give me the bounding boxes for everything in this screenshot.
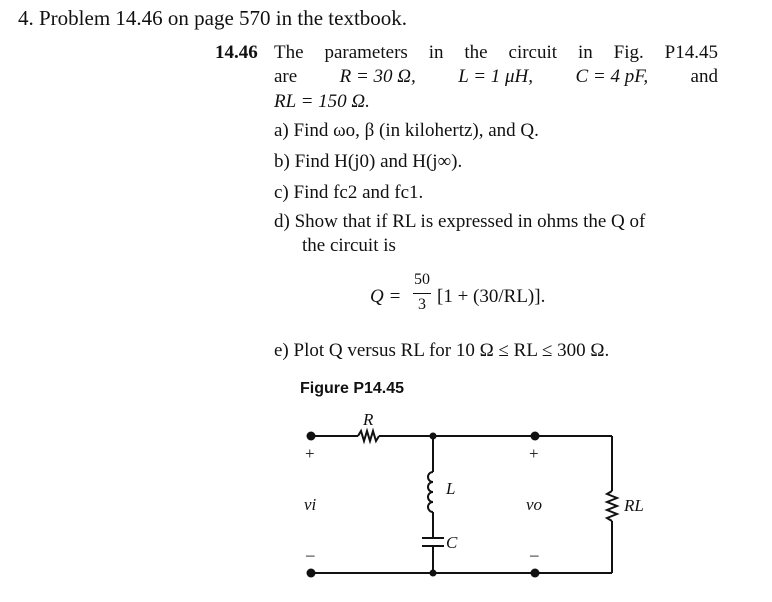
param-c: C = 4 pF, (575, 66, 649, 87)
formula-denominator: 3 (418, 296, 426, 313)
label-l: L (446, 479, 456, 498)
intro-word: the (464, 42, 488, 63)
terminal-vo-top (531, 432, 540, 441)
label-rl: RL (624, 496, 644, 515)
terminal-vo-bottom (531, 569, 540, 578)
formula-bracket: [1 + (30/RL)]. (437, 286, 546, 307)
part-e: e) Plot Q versus RL for 10 Ω ≤ RL ≤ 300 Ω. (274, 340, 610, 361)
param-r: R = 30 Ω, (339, 66, 416, 87)
label-vi: vi (304, 495, 317, 514)
param-l: L = 1 μH, (458, 66, 534, 87)
formula-lhs: Q = (370, 286, 402, 307)
intro-word: circuit (508, 42, 558, 63)
part-a: a) Find ωo, β (in kilohertz), and Q. (274, 120, 539, 141)
label-vo-plus: + (529, 444, 539, 463)
part-c: c) Find fc2 and fc1. (274, 182, 424, 203)
intro-word: parameters (324, 42, 408, 63)
label-c: C (446, 533, 458, 552)
label-r: R (363, 410, 374, 429)
problem-number: 14.46 (215, 42, 258, 63)
resistor-rl-symbol (607, 491, 617, 521)
intro-word: Fig. (613, 42, 644, 63)
assignment-header: 4. Problem 14.46 on page 570 in the textbook. (18, 6, 408, 30)
label-vo-minus: – (530, 545, 539, 564)
inductor-symbol (428, 472, 433, 512)
part-d-line-1: d) Show that if RL is expressed in ohms the Q of (274, 211, 646, 232)
terminal-vi-top (307, 432, 316, 441)
intro-and: and (690, 66, 718, 87)
part-b: b) Find H(j0) and H(j∞). (274, 151, 463, 172)
terminal-vi-bottom (307, 569, 316, 578)
resistor-r-symbol (358, 431, 379, 441)
label-vi-plus: + (305, 444, 315, 463)
figure-caption: Figure P14.45 (300, 380, 405, 397)
part-d-line-2: the circuit is (302, 235, 396, 256)
label-vo: vo (526, 495, 543, 514)
node-top-mid (430, 433, 437, 440)
intro-word: in (577, 42, 593, 63)
label-vi-minus: – (306, 545, 315, 564)
intro-word: P14.45 (664, 42, 718, 63)
param-rl: RL = 150 Ω. (274, 91, 370, 112)
intro-are: are (274, 66, 298, 87)
node-bottom-mid (430, 570, 437, 577)
intro-word: The (274, 42, 304, 63)
intro-word: in (428, 42, 444, 63)
formula-numerator: 50 (414, 271, 430, 288)
